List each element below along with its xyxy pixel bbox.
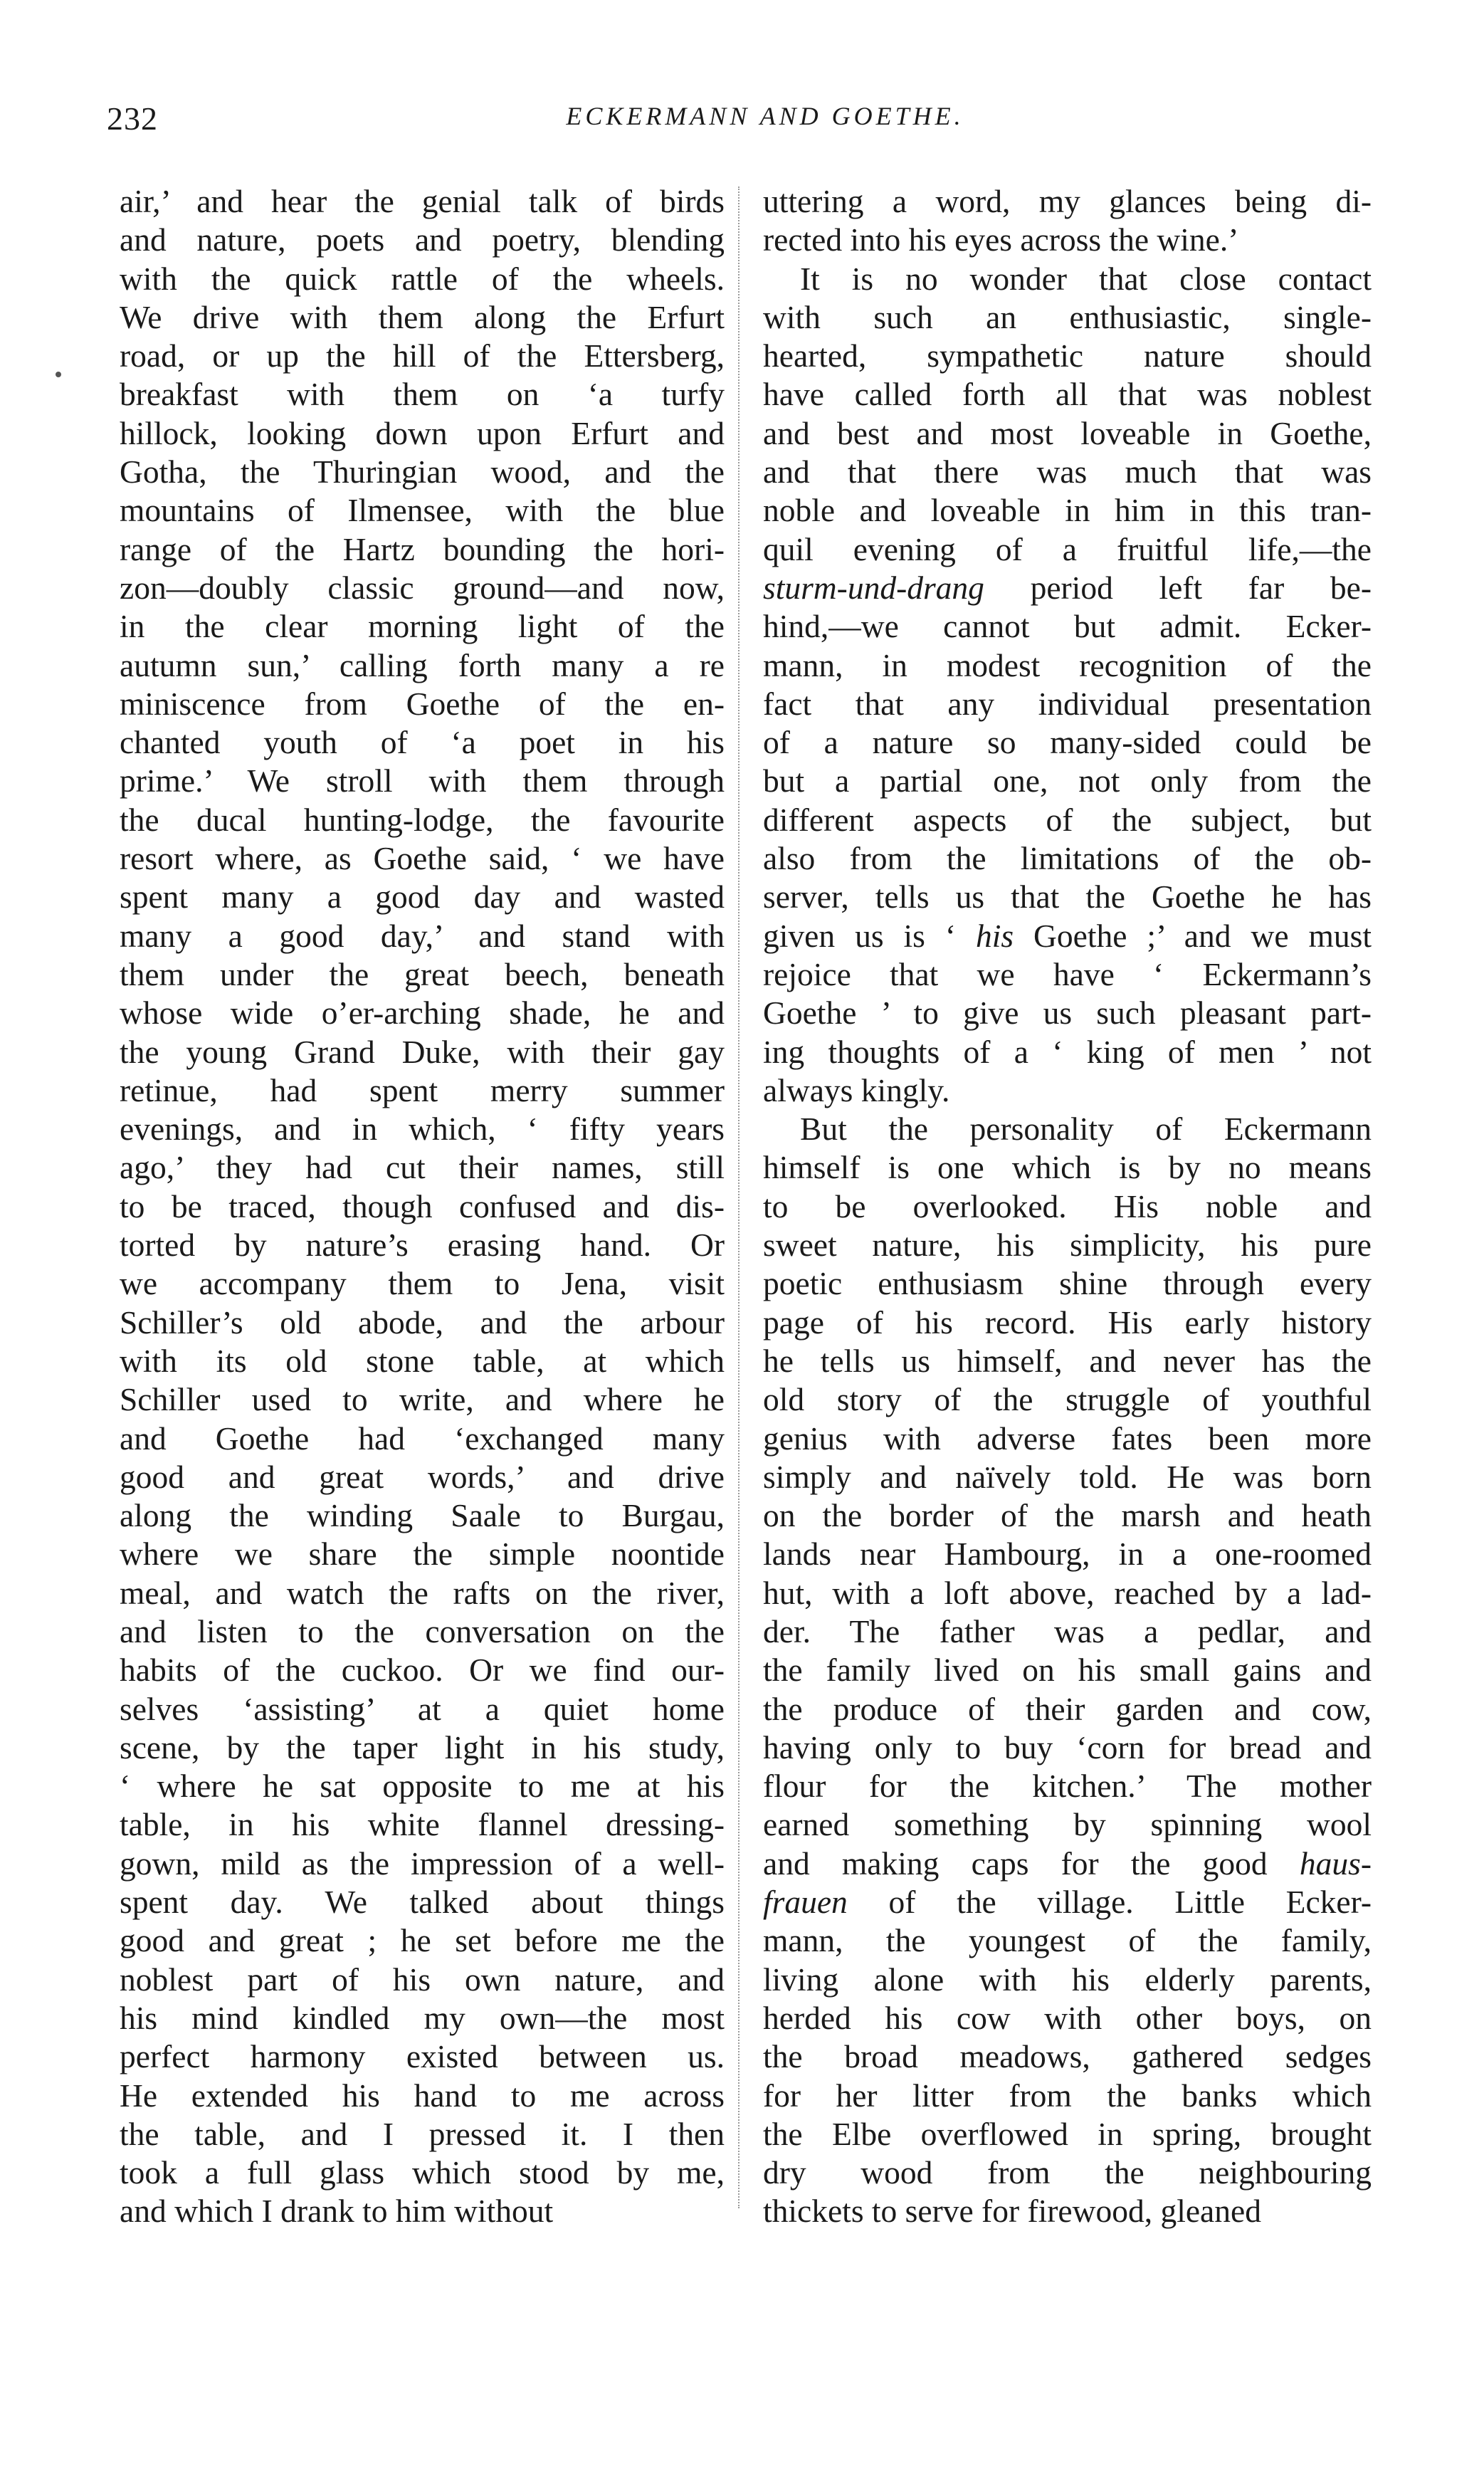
left-column-line: Gotha, the Thuringian wood, and the [120, 453, 725, 491]
right-column-line: himself is one which is by no means [763, 1149, 1372, 1186]
right-column-line: page of his record. His early history [763, 1303, 1372, 1341]
right-column-line: dry wood from the neighbouring [763, 2154, 1372, 2191]
right-column-line: of a nature so many-sided could be [763, 724, 1372, 761]
right-column-line: and best and most loveable in Goethe, [763, 414, 1372, 451]
right-column-line: with such an enthusiastic, single- [763, 298, 1372, 335]
right-column-line: uttering a word, my glances being di- [763, 183, 1372, 219]
right-column-line: the produce of their garden and cow, [763, 1690, 1372, 1727]
right-column-line: Goethe ’ to give us such pleasant part- [763, 995, 1372, 1032]
left-column-line: the young Grand Duke, with their gay [120, 1033, 725, 1070]
right-column-line: ing thoughts of a ‘ king of men ’ not [763, 1033, 1372, 1070]
left-column-line: scene, by the taper light in his study, [120, 1729, 725, 1766]
right-column-line: mann, the youngest of the family, [763, 1922, 1372, 1959]
running-head [107, 100, 1381, 142]
right-column-line: mann, in modest recognition of the [763, 646, 1372, 683]
right-column-line: always kingly. [763, 1071, 950, 1108]
right-column-line: herded his cow with other boys, on [763, 1999, 1372, 2036]
left-column-line: we accompany them to Jena, visit [120, 1265, 725, 1302]
left-column-line: torted by nature’s erasing hand. Or [120, 1227, 725, 1264]
right-column-line: hind,—we cannot but admit. Ecker- [763, 608, 1372, 645]
left-column-line: road, or up the hill of the Ettersberg, [120, 337, 725, 374]
right-column-line: living alone with his elderly parents, [763, 1961, 1372, 1998]
column-divider [738, 187, 740, 2208]
right-column-line: It is no wonder that close contact [800, 260, 1372, 297]
left-column-line: Schiller’s old abode, and the arbour [120, 1303, 725, 1341]
left-column-line: took a full glass which stood by me, [120, 2154, 725, 2191]
left-column-line: good and great words,’ and drive [120, 1458, 725, 1495]
right-column-line: he tells us himself, and never has the [763, 1342, 1372, 1379]
right-column-line: fact that any individual presentation [763, 685, 1372, 722]
right-text-column [763, 182, 1372, 2231]
left-column-line: his mind kindled my own—the most [120, 1999, 725, 2036]
left-column-line: to be traced, though confused and dis- [120, 1187, 725, 1224]
left-column-line: gown, mild as the impression of a well- [120, 1845, 725, 1882]
running-title: ECKERMANN AND GOETHE. [566, 102, 964, 130]
right-column-line: to be overlooked. His noble and [763, 1187, 1372, 1224]
right-column-line: given us is ‘ his Goethe ;’ and we must [763, 917, 1372, 954]
left-column-line: whose wide o’er-arching shade, he and [120, 995, 725, 1032]
right-column-line: earned something by spinning wool [763, 1806, 1372, 1843]
right-column-line: rected into his eyes across the wine.’ [763, 221, 1239, 258]
right-column-line: the family lived on his small gains and [763, 1652, 1372, 1689]
right-column-line: for her litter from the banks which [763, 2077, 1372, 2114]
left-column-line: prime.’ We stroll with them through [120, 762, 725, 799]
left-column-line: in the clear morning light of the [120, 608, 725, 645]
left-column-line: noblest part of his own nature, and [120, 1961, 725, 1998]
right-column-line: simply and naïvely told. He was born [763, 1458, 1372, 1495]
left-column-line: many a good day,’ and stand with [120, 917, 725, 954]
left-column-line: miniscence from Goethe of the en- [120, 685, 725, 722]
right-column-line: and making caps for the good haus- [763, 1845, 1372, 1882]
left-column-line: spent day. We talked about things [120, 1884, 725, 1921]
left-column-line: hillock, looking down upon Erfurt and [120, 414, 725, 451]
right-column-line: thickets to serve for firewood, gleaned [763, 2193, 1261, 2230]
right-column-line: the broad meadows, gathered sedges [763, 2038, 1372, 2075]
left-column-line: and which I drank to him without [120, 2193, 554, 2230]
left-column-line: along the winding Saale to Burgau, [120, 1497, 725, 1534]
right-column-line: But the personality of Eckermann [800, 1111, 1372, 1148]
right-column-line: and that there was much that was [763, 453, 1372, 491]
left-column-line: good and great ; he set before me the [120, 1922, 725, 1959]
right-column-line: having only to buy ‘corn for bread and [763, 1729, 1372, 1766]
right-column-line: sturm-und-drang period left far be- [763, 569, 1372, 606]
left-column-line: meal, and watch the rafts on the river, [120, 1574, 725, 1611]
left-column-line: evenings, and in which, ‘ fifty years [120, 1111, 725, 1148]
left-column-line: range of the Hartz bounding the hori- [120, 530, 725, 567]
right-column-line: have called forth all that was noblest [763, 376, 1372, 413]
left-column-line: the ducal hunting-lodge, the favourite [120, 801, 725, 838]
left-column-line: table, in his white flannel dressing- [120, 1806, 725, 1843]
right-column-line: server, tells us that the Goethe he has [763, 878, 1372, 916]
right-column-line: der. The father was a pedlar, and [763, 1612, 1372, 1649]
left-column-line: habits of the cuckoo. Or we find our- [120, 1652, 725, 1689]
right-column-line: old story of the struggle of youthful [763, 1381, 1372, 1418]
right-column-line: rejoice that we have ‘ Eckermann’s [763, 955, 1372, 992]
left-column-line: selves ‘assisting’ at a quiet home [120, 1690, 725, 1727]
left-column-line: mountains of Ilmensee, with the blue [120, 492, 725, 529]
left-text-column [120, 182, 725, 2231]
left-column-line: ago,’ they had cut their names, still [120, 1149, 725, 1186]
left-column-line: and listen to the conversation on the [120, 1612, 725, 1649]
right-column-line: lands near Hambourg, in a one-roomed [763, 1536, 1372, 1573]
right-column-line: the Elbe overflowed in spring, brought [763, 2115, 1372, 2152]
left-column-line: perfect harmony existed between us. [120, 2038, 725, 2075]
left-column-line: where we share the simple noontide [120, 1536, 725, 1573]
right-column-line: flour for the kitchen.’ The mother [763, 1768, 1372, 1805]
right-column-line: sweet nature, his simplicity, his pure [763, 1227, 1372, 1264]
left-column-line: autumn sun,’ calling forth many a re [120, 646, 725, 683]
right-column-line: quil evening of a fruitful life,—the [763, 530, 1372, 567]
left-column-line: retinue, had spent merry summer [120, 1071, 725, 1108]
left-column-line: chanted youth of ‘a poet in his [120, 724, 725, 761]
left-column-line: and nature, poets and poetry, blending [120, 221, 725, 258]
left-column-line: with its old stone table, at which [120, 1342, 725, 1379]
left-column-line: We drive with them along the Erfurt [120, 298, 725, 335]
left-column-line: the table, and I pressed it. I then [120, 2115, 725, 2152]
left-column-line: ‘ where he sat opposite to me at his [120, 1768, 725, 1805]
right-column-line: noble and loveable in him in this tran- [763, 492, 1372, 529]
left-column-line: Schiller used to write, and where he [120, 1381, 725, 1418]
stray-ink-dot [56, 372, 61, 377]
right-column-line: hut, with a loft above, reached by a lad- [763, 1574, 1372, 1611]
left-column-line: with the quick rattle of the wheels. [120, 260, 725, 297]
left-column-line: resort where, as Goethe said, ‘ we have [120, 840, 725, 877]
left-column-line: zon—doubly classic ground—and now, [120, 569, 725, 606]
right-column-line: on the border of the marsh and heath [763, 1497, 1372, 1534]
right-column-line: different aspects of the subject, but [763, 801, 1372, 838]
left-column-line: breakfast with them on ‘a turfy [120, 376, 725, 413]
page-number: 232 [107, 100, 158, 137]
left-column-line: them under the great beech, beneath [120, 955, 725, 992]
left-column-line: and Goethe had ‘exchanged many [120, 1420, 725, 1457]
right-column-line: genius with adverse fates been more [763, 1420, 1372, 1457]
right-column-line: hearted, sympathetic nature should [763, 337, 1372, 374]
right-column-line: also from the limitations of the ob- [763, 840, 1372, 877]
left-column-line: air,’ and hear the genial talk of birds [120, 183, 725, 219]
left-column-line: spent many a good day and wasted [120, 878, 725, 916]
right-column-line: frauen of the village. Little Ecker- [763, 1884, 1372, 1921]
left-column-line: He extended his hand to me across [120, 2077, 725, 2114]
right-column-line: but a partial one, not only from the [763, 762, 1372, 799]
right-column-line: poetic enthusiasm shine through every [763, 1265, 1372, 1302]
